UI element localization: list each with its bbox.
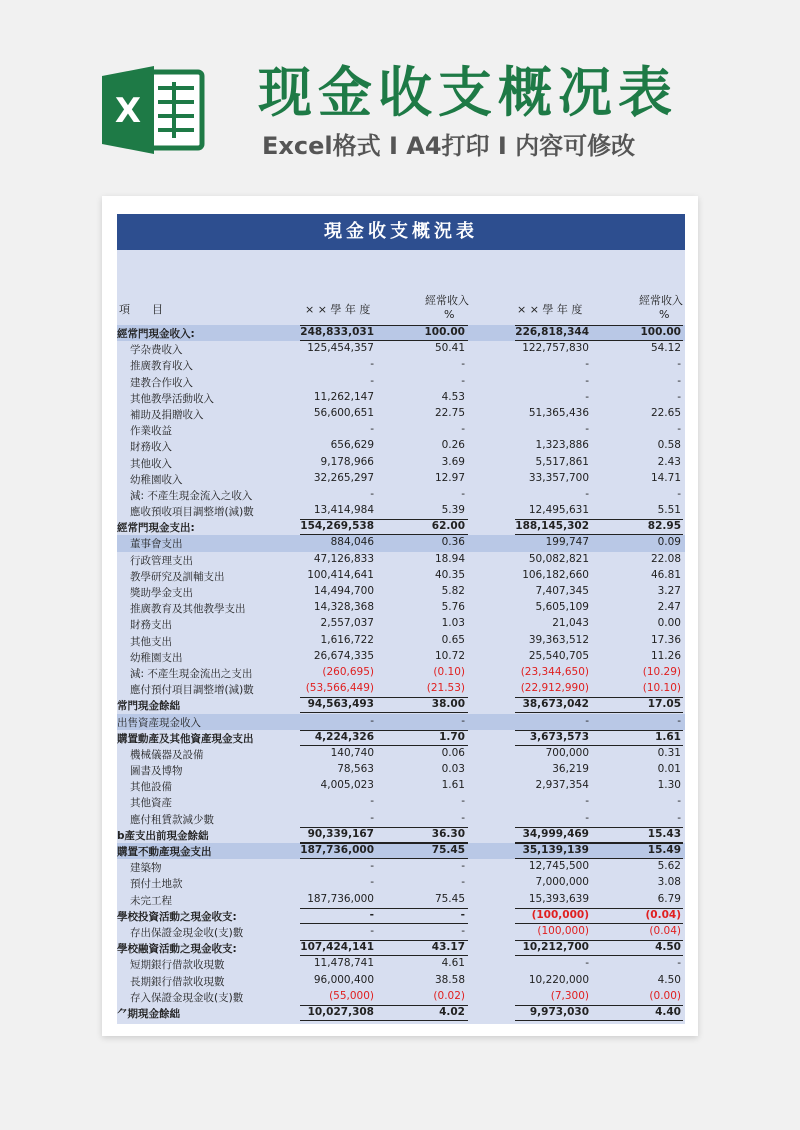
cell-border (391, 940, 468, 941)
row-label: 存出保證金現金收(支)數 (130, 926, 244, 939)
cell-year2-amount: - (585, 714, 589, 727)
cell-year2-amount: - (585, 487, 589, 500)
cell-year1-amount: 10,027,308 (307, 1005, 374, 1018)
cell-year1-amount: 26,674,335 (313, 649, 374, 662)
cell-year1-amount: (55,000) (329, 989, 374, 1002)
table-row (117, 600, 685, 616)
cell-year1-amount: 884,046 (330, 536, 374, 549)
cell-year2-amount: 39,363,512 (528, 633, 589, 646)
cell-year2-percent: (0.00) (649, 989, 681, 1002)
cell-year2-percent: - (677, 374, 681, 387)
table-row (117, 843, 685, 859)
cell-year2-amount: (22,912,990) (520, 682, 589, 695)
cell-year1-percent: 50.41 (434, 342, 465, 355)
row-label: 建築物 (130, 862, 162, 875)
cell-border (607, 697, 683, 698)
table-row (117, 730, 685, 746)
row-label: 幼稚園收入 (130, 473, 183, 486)
cell-year1-percent: - (461, 860, 465, 873)
table-row (117, 487, 685, 503)
cell-year2-percent: (10.10) (642, 682, 681, 695)
cell-year2-percent: (0.04) (649, 924, 681, 937)
cell-year1-percent: 62.00 (431, 520, 465, 533)
cell-year1-amount: (53,566,449) (305, 682, 374, 695)
row-label: 幼稚園支出 (130, 651, 183, 664)
cell-year1-percent: 5.39 (441, 504, 465, 517)
row-label: 預付土地款 (130, 878, 183, 891)
cell-year2-percent: 6.79 (657, 892, 681, 905)
page-header (0, 0, 800, 195)
row-label: 機械儀器及設備 (130, 748, 204, 761)
cell-year2-amount: 1,323,886 (535, 439, 589, 452)
row-label: 其他教學活動收入 (130, 392, 214, 405)
column-header-pct2: 經常收入 (639, 294, 683, 307)
cell-border (391, 1020, 468, 1021)
cell-year2-percent: 22.08 (650, 552, 681, 565)
cell-year2-percent: - (677, 423, 681, 436)
cell-year1-percent: 0.03 (441, 763, 465, 776)
row-label: 購置不動產現金支出 (117, 846, 212, 858)
cell-year1-percent: - (461, 811, 465, 824)
column-header-pct1: 經常收入 (425, 294, 469, 307)
table-row (117, 503, 685, 519)
cell-year2-percent: - (677, 358, 681, 371)
cell-year2-amount: 25,540,705 (528, 649, 589, 662)
table-row (117, 552, 685, 568)
cell-year1-percent: (0.02) (433, 989, 465, 1002)
cell-year1-percent: 38.00 (431, 698, 465, 711)
cell-year2-amount: 5,605,109 (535, 601, 589, 614)
cell-year2-percent: - (677, 795, 681, 808)
cell-year1-amount: 187,736,000 (300, 844, 374, 856)
cell-year2-amount: 3,673,573 (529, 730, 589, 743)
excel-icon (100, 62, 206, 158)
cell-year2-amount: 122,757,830 (522, 342, 589, 355)
column-header-item: 項 目 (119, 303, 163, 316)
cell-year2-percent: - (677, 714, 681, 727)
cell-year2-amount: (100,000) (531, 908, 589, 921)
cell-border (391, 519, 468, 520)
row-label: 行政管理支出 (130, 554, 193, 567)
cell-year2-amount: 700,000 (545, 746, 589, 759)
cell-year1-amount: - (370, 795, 374, 808)
table-row (117, 374, 685, 390)
page-subtitle: Excel格式 I A4打印 I 内容可修改 (262, 132, 636, 160)
cell-year2-percent: 82.95 (647, 520, 681, 533)
cell-year2-amount: (7,300) (550, 989, 589, 1002)
cell-year1-percent: 38.58 (434, 973, 465, 986)
table-row (117, 778, 685, 794)
svg-text:X: X (114, 91, 142, 131)
cell-year1-amount: 9,178,966 (320, 455, 374, 468)
cell-year1-percent: (21.53) (426, 682, 465, 695)
table-row (117, 535, 685, 551)
row-label: 其他收入 (130, 457, 172, 470)
cell-year2-amount: 51,365,436 (528, 406, 589, 419)
table-row (117, 714, 685, 730)
cell-year1-percent: 0.36 (441, 536, 465, 549)
cell-year2-percent: 3.27 (657, 585, 681, 597)
column-header-pct1-unit: % (444, 308, 455, 321)
cash-flow-table (117, 325, 685, 1021)
cell-border (607, 519, 683, 520)
cell-year2-percent: 11.26 (650, 649, 681, 662)
cell-year1-percent: 4.61 (441, 957, 465, 970)
cell-year1-amount: 78,563 (337, 763, 374, 776)
cell-year2-percent: 14.71 (650, 471, 681, 484)
cell-year1-percent: 4.53 (441, 390, 465, 403)
cell-year1-amount: - (370, 374, 374, 387)
cell-year1-percent: 36.30 (431, 827, 465, 840)
cell-year2-percent: 4.50 (655, 941, 681, 954)
cell-year2-amount: 33,357,700 (528, 471, 589, 484)
cell-year1-percent: 1.70 (439, 730, 465, 743)
sheet-body (117, 214, 685, 1024)
cell-year2-amount: 7,000,000 (535, 876, 589, 889)
row-label: 財務收入 (130, 441, 172, 454)
row-label: 減: 不產生現金流入之收入 (130, 489, 253, 502)
column-header-pct2-unit: % (659, 308, 670, 321)
table-row (117, 406, 685, 422)
row-label: 学杂费收入 (130, 344, 183, 357)
table-row (117, 940, 685, 956)
cell-year2-amount: - (585, 358, 589, 371)
cell-year1-amount: 14,494,700 (313, 585, 374, 597)
cell-year2-percent: 5.51 (657, 504, 681, 517)
cell-year2-amount: 2,937,354 (535, 779, 589, 792)
cell-year1-amount: - (370, 860, 374, 873)
cell-year1-amount: 140,740 (330, 746, 374, 759)
row-label: 財務支出 (130, 619, 172, 632)
table-row (117, 956, 685, 972)
cell-year2-percent: 4.40 (655, 1005, 681, 1018)
row-label: 作業收益 (130, 425, 172, 438)
cell-year2-amount: 34,999,469 (522, 827, 589, 840)
cell-year2-amount: 199,747 (545, 536, 589, 549)
cell-year1-percent: 4.02 (439, 1005, 465, 1018)
row-label: 短期銀行借款收現數 (130, 959, 225, 972)
row-label: 其他資產 (130, 797, 172, 810)
row-label: 減: 不產生現金流出之支出 (130, 667, 253, 680)
cell-year1-amount: - (370, 811, 374, 824)
cell-year2-amount: - (585, 374, 589, 387)
cell-border (391, 730, 468, 731)
cell-year1-percent: 40.35 (434, 568, 465, 581)
cell-year1-percent: - (460, 908, 465, 921)
cell-year2-percent: 0.09 (657, 536, 681, 549)
cell-year1-amount: - (370, 924, 374, 937)
cell-year2-percent: 2.47 (657, 601, 681, 614)
table-row (117, 697, 685, 713)
table-row (117, 794, 685, 810)
cell-year2-amount: 35,139,139 (522, 844, 589, 856)
cell-year2-percent: - (677, 957, 681, 970)
row-label: 其他設備 (130, 781, 172, 794)
cell-year2-percent: 1.30 (657, 779, 681, 792)
cell-year2-amount: 10,212,700 (522, 941, 589, 954)
row-label: 其他支出 (130, 635, 172, 648)
cell-year2-amount: 106,182,660 (522, 568, 589, 581)
cell-year2-percent: 3.08 (657, 876, 681, 889)
cell-border (607, 325, 683, 326)
page-title: 现金收支概况表 (258, 61, 678, 124)
table-row (117, 892, 685, 908)
cell-year1-amount: 32,265,297 (313, 471, 374, 484)
cell-year2-percent: - (677, 390, 681, 403)
cell-year2-amount: 7,407,345 (535, 585, 589, 597)
cell-border (607, 940, 683, 941)
cell-year2-amount: 226,818,344 (515, 326, 589, 338)
cell-year1-percent: - (461, 374, 465, 387)
cell-year1-percent: - (461, 358, 465, 371)
cell-year2-percent: (0.04) (645, 908, 681, 921)
cell-year1-amount: - (370, 714, 374, 727)
row-label: 獎助學金支出 (130, 587, 193, 599)
row-label: 經常門現金收入: (117, 328, 195, 340)
table-row (117, 519, 685, 535)
cell-border (607, 843, 683, 844)
cell-year1-percent: 43.17 (431, 941, 465, 954)
cell-year1-percent: 5.76 (441, 601, 465, 614)
cell-year2-amount: - (585, 811, 589, 824)
cell-year1-amount: 1,616,722 (320, 633, 374, 646)
row-label: 應收預收項目調整增(減)數 (130, 506, 254, 519)
cell-year2-amount: 5,517,861 (535, 455, 589, 468)
cell-year1-amount: 13,414,984 (313, 504, 374, 517)
table-row (117, 924, 685, 940)
cell-year2-amount: 9,973,030 (529, 1005, 589, 1018)
cell-year1-percent: 18.94 (434, 552, 465, 565)
cell-year1-percent: (0.10) (433, 665, 465, 678)
cell-year2-amount: 188,145,302 (515, 520, 589, 533)
row-label: 購置動產及其他資產現金支出 (117, 732, 254, 745)
cell-border (391, 697, 468, 698)
cell-year1-percent: 3.69 (441, 455, 465, 468)
table-row (117, 811, 685, 827)
table-row (117, 973, 685, 989)
cell-border (607, 827, 683, 828)
cell-year2-percent: 0.58 (657, 439, 681, 452)
row-label: b產支出前現金餘絀 (117, 829, 209, 842)
cell-year1-amount: 100,414,641 (307, 568, 374, 581)
table-row (117, 746, 685, 762)
cell-border (607, 730, 683, 731)
cell-year2-amount: (23,344,650) (520, 665, 589, 678)
cell-year1-amount: 4,005,023 (320, 779, 374, 792)
cell-year2-amount: 50,082,821 (528, 552, 589, 565)
cell-year2-percent: 5.62 (657, 860, 681, 873)
table-row (117, 455, 685, 471)
row-label: 應付租賃款減少數 (130, 813, 214, 826)
table-row (117, 859, 685, 875)
cell-year2-percent: 46.81 (650, 568, 681, 581)
cell-year1-amount: 11,262,147 (313, 390, 374, 403)
cell-year1-amount: 154,269,538 (300, 520, 374, 533)
cell-year1-amount: - (370, 487, 374, 500)
cell-year1-amount: 248,833,031 (300, 326, 374, 338)
row-label: 存入保證金現金收(支)數 (130, 991, 244, 1004)
cell-border (607, 1005, 683, 1006)
cell-year2-percent: 0.01 (657, 763, 681, 776)
cell-year1-amount: 94,563,493 (307, 698, 374, 711)
row-label: 未完工程 (130, 894, 172, 907)
row-label: 董事會支出 (130, 538, 183, 551)
cell-year1-amount: 96,000,400 (313, 973, 374, 986)
cell-year2-percent: 22.65 (650, 406, 681, 419)
cell-year2-amount: - (585, 795, 589, 808)
cell-year2-amount: 38,673,042 (522, 698, 589, 711)
row-label: ⺈期現金餘絀 (117, 1007, 180, 1020)
cell-year1-amount: 4,224,326 (314, 730, 374, 743)
table-row (117, 665, 685, 681)
table-row (117, 649, 685, 665)
row-label: 學校融資活動之現金收支: (117, 943, 237, 956)
row-label: 出售資產現金收入 (117, 716, 201, 729)
cell-border (391, 325, 468, 326)
cell-year2-percent: 17.36 (650, 633, 681, 646)
cell-year2-percent: 2.43 (657, 455, 681, 468)
cell-year2-percent: (10.29) (642, 665, 681, 678)
cell-year1-amount: 187,736,000 (307, 892, 374, 905)
cell-year2-amount: - (585, 957, 589, 970)
cell-year2-percent: 0.31 (657, 746, 681, 759)
cell-year1-amount: - (370, 876, 374, 889)
table-row (117, 989, 685, 1005)
cell-year1-amount: 107,424,141 (300, 941, 374, 954)
cell-year1-percent: 12.97 (434, 471, 465, 484)
row-label: 長期銀行借款收現數 (130, 975, 225, 988)
cell-year1-percent: - (461, 423, 465, 436)
cell-year2-percent: - (677, 487, 681, 500)
table-row (117, 390, 685, 406)
table-row (117, 908, 685, 924)
cell-year2-amount: - (585, 423, 589, 436)
cell-year1-amount: (260,695) (322, 665, 374, 678)
row-label: 建教合作收入 (130, 376, 193, 389)
cell-year1-percent: 5.82 (441, 585, 465, 597)
cell-year2-percent: 4.50 (657, 973, 681, 986)
cell-border (391, 827, 468, 828)
cell-year1-percent: - (461, 487, 465, 500)
table-row (117, 633, 685, 649)
table-row (117, 584, 685, 600)
cell-year2-percent: 1.61 (655, 730, 681, 743)
cell-year1-amount: 125,454,357 (307, 342, 374, 355)
cell-border (607, 908, 683, 909)
cell-year1-percent: 1.61 (441, 779, 465, 792)
cell-year2-percent: 54.12 (650, 342, 681, 355)
sheet-title-banner: 現金收支概況表 (117, 214, 685, 250)
cell-year1-amount: 14,328,368 (313, 601, 374, 614)
table-row (117, 438, 685, 454)
table-row (117, 325, 685, 341)
cell-year2-percent: 100.00 (640, 326, 681, 338)
table-row (117, 471, 685, 487)
table-row (117, 422, 685, 438)
cell-year1-amount: - (370, 358, 374, 371)
row-label: 常門現金餘絀 (117, 700, 180, 713)
table-row (117, 568, 685, 584)
cell-year1-percent: 0.26 (441, 439, 465, 452)
cell-year1-percent: 75.45 (431, 844, 465, 856)
row-label: 推廣教育收入 (130, 360, 193, 373)
table-row (117, 341, 685, 357)
cell-year1-amount: 90,339,167 (307, 827, 374, 840)
cell-year1-amount: 2,557,037 (320, 617, 374, 630)
cell-border (391, 843, 468, 844)
cell-border (391, 908, 468, 909)
cell-year1-percent: - (461, 795, 465, 808)
row-label: 推廣教育及其他教學支出 (130, 603, 246, 616)
table-row (117, 827, 685, 843)
cell-year2-amount: 10,220,000 (528, 973, 589, 986)
table-row (117, 875, 685, 891)
cell-year1-percent: - (461, 924, 465, 937)
table-row (117, 357, 685, 373)
cell-year2-amount: (100,000) (537, 924, 589, 937)
table-row (117, 616, 685, 632)
row-label: 補助及捐贈收入 (130, 408, 204, 421)
cell-year2-amount: 21,043 (552, 617, 589, 630)
table-row (117, 681, 685, 697)
cell-year1-percent: - (461, 714, 465, 727)
cell-year1-amount: 11,478,741 (313, 957, 374, 970)
cell-year1-percent: 0.65 (441, 633, 465, 646)
cell-year1-amount: - (370, 423, 374, 436)
cell-year2-percent: 0.00 (657, 617, 681, 630)
cell-year2-amount: 12,495,631 (528, 504, 589, 517)
table-row (117, 762, 685, 778)
cell-year2-percent: 15.49 (647, 844, 681, 856)
cell-year2-amount: 15,393,639 (528, 892, 589, 905)
cell-year2-percent: - (677, 811, 681, 824)
cell-year1-percent: 75.45 (434, 892, 465, 905)
cell-year1-amount: 656,629 (330, 439, 374, 452)
table-row (117, 1005, 685, 1021)
row-label: 經常門現金支出: (117, 522, 195, 535)
cell-year2-amount: 12,745,500 (528, 860, 589, 873)
row-label: 學校投資活動之現金收支: (117, 910, 237, 923)
row-label: 應付預付項目調整增(減)數 (130, 684, 254, 697)
cell-year1-amount: - (369, 908, 374, 921)
cell-year2-amount: - (585, 390, 589, 403)
cell-year1-percent: 100.00 (424, 326, 465, 338)
cell-year2-percent: 15.43 (647, 827, 681, 840)
cell-year2-percent: 17.05 (647, 698, 681, 711)
cell-year1-percent: 22.75 (434, 406, 465, 419)
cell-year1-percent: - (461, 876, 465, 889)
row-label: 圖書及博物 (130, 765, 183, 778)
cell-border (391, 1005, 468, 1006)
cell-year1-amount: 47,126,833 (313, 552, 374, 565)
cell-year1-percent: 10.72 (434, 649, 465, 662)
cell-year1-percent: 0.06 (441, 746, 465, 759)
cell-year1-percent: 1.03 (441, 617, 465, 630)
row-label: 教學研究及訓輔支出 (130, 570, 225, 583)
cell-year1-amount: 56,600,651 (313, 406, 374, 419)
spreadsheet-preview (102, 196, 698, 1036)
column-header-year1: × × 學 年 度 (305, 303, 371, 316)
cell-year2-amount: 36,219 (552, 763, 589, 776)
column-header-year2: × × 學 年 度 (517, 303, 583, 316)
cell-border (607, 1020, 683, 1021)
